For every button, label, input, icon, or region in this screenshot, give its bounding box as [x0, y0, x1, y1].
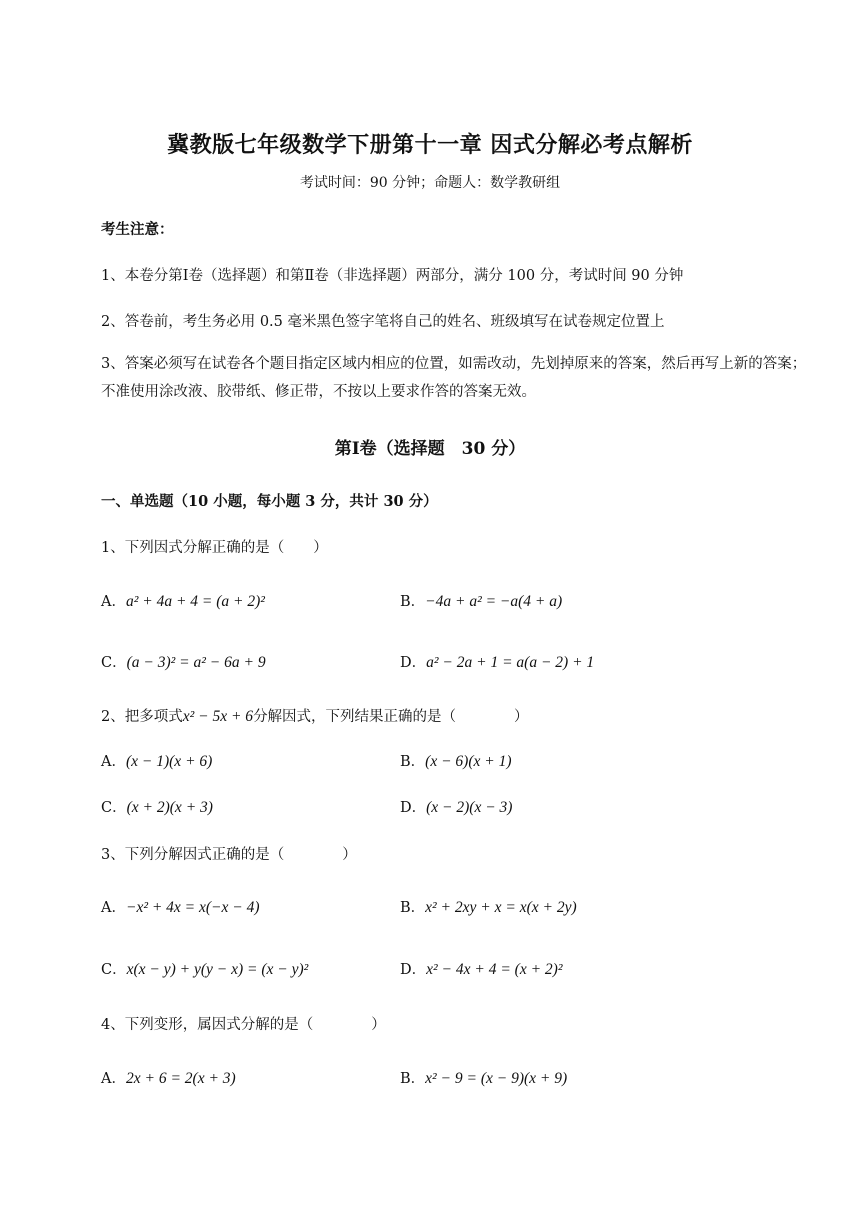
question-2-option-a [101, 750, 212, 771]
option-label: B． [400, 1071, 426, 1087]
question-3-option-a [101, 896, 260, 917]
notes-heading: 考生注意： [101, 221, 174, 238]
option-expression: (x − 6)(x + 1) [425, 753, 512, 770]
option-expression: (x − 1)(x + 6) [125, 753, 213, 770]
question-4-option-a [101, 1067, 236, 1088]
option-expression: −4a + a² = −a(4 + a) [425, 593, 563, 610]
part-heading: 一、单选题（10 小题，每小题 3 分，共计 30 分） [101, 493, 438, 510]
option-expression: a² − 2a + 1 = a(a − 2) + 1 [426, 654, 595, 671]
option-label: A． [101, 1071, 126, 1087]
question-1-stem: 1、下列因式分解正确的是（ ） [101, 540, 328, 556]
question-2-option-b [400, 750, 511, 771]
option-label: A． [101, 754, 126, 770]
option-label: A． [101, 900, 126, 916]
question-3-option-c [101, 958, 308, 979]
option-expression: x² − 4x + 4 = (x + 2)² [426, 961, 563, 978]
option-expression: x² − 9 = (x − 9)(x + 9) [425, 1070, 568, 1087]
question-3-option-d [400, 958, 563, 979]
note-item-3: 3、答案必须写在试卷各个题目指定区域内相应的位置，如需改动，先划掉原来的答案，然后再写上新的答案；不准使用涂改液、胶带纸、修正带，不按以上要求作答的答案无效。 [101, 356, 807, 400]
question-4-option-b [400, 1067, 567, 1088]
exam-subtitle: 考试时间：90 分钟；命题人：数学教研组 [299, 175, 561, 191]
option-expression: (a − 3)² = a² − 6a + 9 [126, 654, 266, 671]
question-3-stem: 3、下列分解因式正确的是（ ） [101, 847, 357, 863]
option-label: D． [400, 800, 427, 816]
option-expression: (x + 2)(x + 3) [126, 799, 213, 816]
option-label: B． [400, 594, 426, 610]
exam-title: 冀教版七年级数学下册第十一章 因式分解必考点解析 [167, 132, 693, 158]
question-1-option-a [101, 590, 265, 611]
option-expression: 2x + 6 = 2(x + 3) [125, 1070, 236, 1087]
question-1-option-d [400, 651, 594, 672]
option-expression: (x − 2)(x − 3) [426, 799, 513, 816]
question-1-option-c [101, 651, 266, 672]
option-label: D． [400, 962, 427, 978]
option-label: A． [101, 594, 126, 610]
option-label: C． [101, 962, 127, 978]
option-label: C． [101, 800, 127, 816]
question-2-stem [101, 705, 529, 726]
option-label: D． [400, 655, 427, 671]
section-title: 第Ⅰ卷（选择题 30 分） [334, 439, 526, 459]
stem-expression: x² − 5x + 6 [182, 708, 254, 725]
option-label: B． [400, 754, 426, 770]
note-item-1: 1、本卷分第Ⅰ卷（选择题）和第Ⅱ卷（非选择题）两部分，满分 100 分，考试时间 90 分钟 [101, 268, 684, 284]
question-4-stem: 4、下列变形，属因式分解的是（ ） [101, 1017, 386, 1033]
option-expression: −x² + 4x = x(−x − 4) [125, 899, 260, 916]
option-label: C． [101, 655, 127, 671]
question-3-option-b [400, 896, 577, 917]
option-label: B． [400, 900, 426, 916]
question-2-option-c [101, 796, 213, 817]
stem-suffix: 分解因式，下列结果正确的是（ ） [253, 709, 529, 725]
question-2-option-d [400, 796, 512, 817]
stem-prefix: 2、把多项式 [101, 709, 183, 725]
option-expression: x² + 2xy + x = x(x + 2y) [425, 899, 577, 916]
note-item-2: 2、答卷前，考生务必用 0.5 毫米黑色签字笔将自己的姓名、班级填写在试卷规定位置上 [101, 314, 665, 330]
option-expression: a² + 4a + 4 = (a + 2)² [125, 593, 265, 610]
option-expression: x(x − y) + y(y − x) = (x − y)² [126, 961, 309, 978]
question-1-option-b [400, 590, 562, 611]
